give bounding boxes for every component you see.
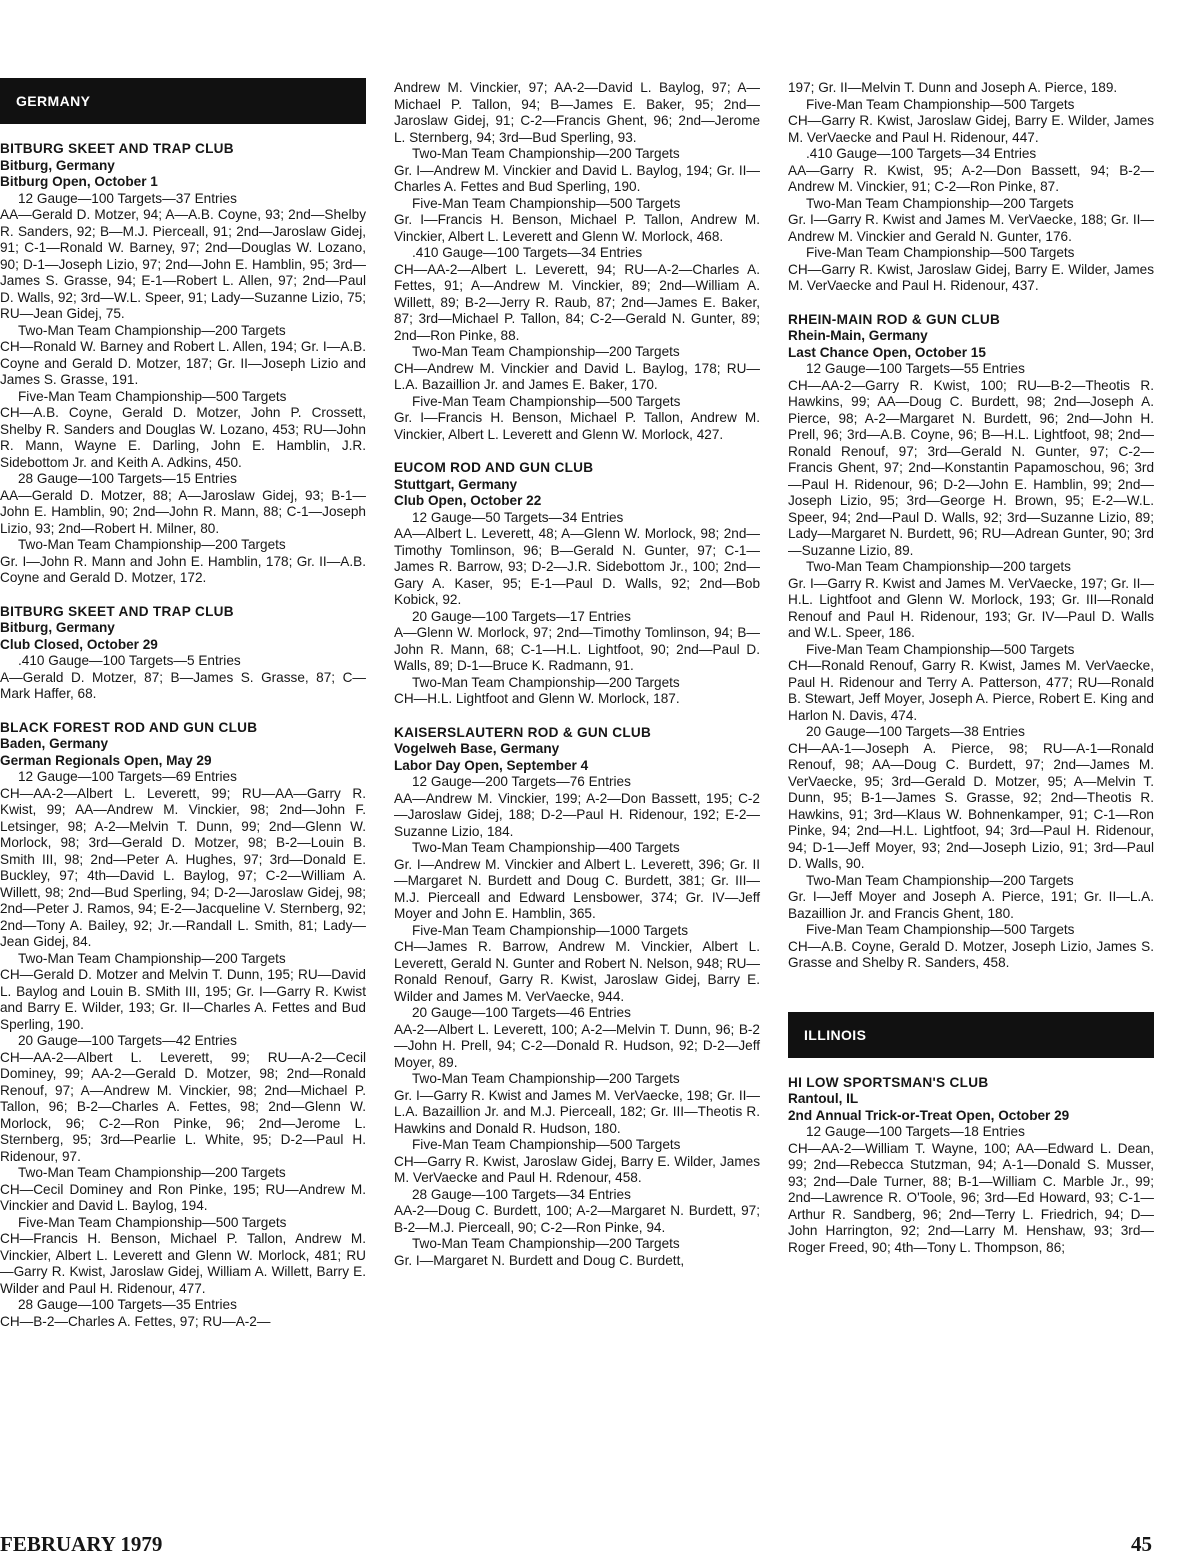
results-text: AA-2—Doug C. Burdett, 100; A-2—Margaret N. Burdett, 97; B-2—M.J. Pierceall, 90; C-2—Ron Pinke, 94. — [394, 1203, 760, 1235]
results-text: AA—Andrew M. Vinckier, 199; A-2—Don Bassett, 195; C-2—Jaroslaw Gidej, 188; D-2—Paul H. Ridenour, 192; E-2—Suzanne Lizio, 184. — [394, 790, 760, 839]
event-line: 28 Gauge—100 Targets—35 Entries — [18, 1297, 237, 1312]
event-line: Five-Man Team Championship—500 Targets — [806, 245, 1075, 260]
event-line: Two-Man Team Championship—200 Targets — [412, 146, 680, 161]
club-name: RHEIN-MAIN ROD & GUN CLUB — [788, 311, 1001, 327]
club-location: Rantoul, IL — [788, 1091, 859, 1106]
state-header: GERMANY — [0, 78, 366, 124]
spacer — [394, 443, 760, 460]
results-text: CH—James R. Barrow, Andrew M. Vinckier, Albert L. Leverett, Gerald N. Gunter and Robert N. Nelson, 948; RU—Ronald Renouf, Garry R. Kwist, Jaroslaw Gidej, Barry E. Wilder and James M. VerVaecke, 944. — [394, 939, 760, 1004]
results-text: AA-2—Albert L. Leverett, 100; A-2—Melvin T. Dunn, 96; B-2—John H. Prell, 94; C-2—Donald R. Hudson, 92; D-2—Jeff Moyer, 89. — [394, 1021, 760, 1070]
column-left — [0, 78, 366, 1330]
results-text: CH—B-2—Charles A. Fettes, 97; RU—A-2— — [0, 1313, 271, 1329]
results-text: CH—A.B. Coyne, Gerald D. Motzer, Joseph Lizio, James S. Grasse and Shelby R. Sanders, 458. — [788, 938, 1154, 970]
results-text: CH—Garry R. Kwist, Jaroslaw Gidej, Barry E. Wilder, James M. VerVaecke and Paul H. Ridenour, 437. — [788, 261, 1154, 293]
event-line: Two-Man Team Championship—200 targets — [806, 559, 1071, 574]
magazine-page — [0, 78, 1200, 1528]
club-location: Vogelweh Base, Germany — [394, 741, 560, 756]
event-line: Five-Man Team Championship—500 Targets — [18, 1214, 287, 1230]
results-text: Gr. I—Andrew M. Vinckier and Albert L. Leverett, 396; Gr. II—Margaret N. Burdett and Doug C. Burdett, 381; Gr. III—M.J. Pierceall and Edward Lensbower, 374; Gr. IV—Jeff Moyer and John E. Hamblin, 365. — [394, 856, 760, 921]
results-text: Andrew M. Vinckier, 97; AA-2—David L. Baylog, 97; A—Michael P. Tallon, 94; B—James E. Baker, 95; 2nd—Jaroslaw Gidej, 91; C-2—Francis Ghent, 96; 2nd—Jerome L. Sternberg, 94; 3rd—Bud Sperling, 93. — [394, 80, 760, 145]
club-name: BITBURG SKEET AND TRAP CLUB — [0, 603, 234, 619]
results-text: CH—AA-2—Albert L. Leverett, 99; RU—AA—Garry R. Kwist, 99; AA—Andrew M. Vinckier, 98; 2nd—John F. Letsinger, 98; A-2—Melvin T. Dunn, 99; 2nd—Glenn W. Morlock, 98; 3rd—Gerald D. Motzer, 98; B-2—Louin B. Smith III, 98; 2nd—Peter A. Hughes, 97; 3rd—Donald E. Buckley, 97; 4th—David L. Baylog, 97; C-2—William A. Willett, 98; 2nd—Bud Sperling, 94; D-2—Jaroslaw Gidej, 98; 2nd—Peter J. Ramos, 94; E-2—Jacqueline V. Sternberg, 92; 2nd—Tony A. Bailey, 92; Jr.—Randall L. Smith, 81; Lady—Jean Gidej, 84. — [0, 785, 366, 949]
spacer — [788, 1058, 1154, 1075]
club-name: BITBURG SKEET AND TRAP CLUB — [0, 141, 234, 156]
column-right — [788, 80, 1154, 1256]
results-text: Gr. I—John R. Mann and John E. Hamblin, 178; Gr. II—A.B. Coyne and Gerald D. Motzer, 172. — [0, 553, 366, 585]
event-line: Two-Man Team Championship—200 Targets — [806, 195, 1074, 211]
event-title: Labor Day Open, September 4 — [394, 757, 589, 773]
event-title: 2nd Annual Trick-or-Treat Open, October 29 — [788, 1107, 1070, 1123]
event-title: Club Closed, October 29 — [0, 636, 158, 652]
event-line: 20 Gauge—100 Targets—17 Entries — [412, 608, 631, 624]
event-line: .410 Gauge—100 Targets—34 Entries — [806, 146, 1037, 161]
event-line: Two-Man Team Championship—200 Targets — [412, 674, 680, 690]
results-text: CH—Francis H. Benson, Michael P. Tallon, Andrew M. Vinckier, Albert L. Leverett and Glenn W. Morlock, 481; RU—Garry R. Kwist, Jaroslaw Gidej, William A. Willett, Barry E. Wilder and Paul H. Ridenour, 477. — [0, 1231, 366, 1296]
issue-date: FEBRUARY 1979 — [0, 1532, 163, 1556]
event-line: .410 Gauge—100 Targets—5 Entries — [18, 653, 241, 668]
results-text: A—Glenn W. Morlock, 97; 2nd—Timothy Tomlinson, 94; B—John R. Mann, 68; C-1—H.L. Lightfoot, 90; 2nd—Paul D. Walls, 89; D-1—Bruce K. Radmann, 91. — [394, 625, 760, 673]
results-text: Gr. I—Margaret N. Burdett and Doug C. Burdett, — [394, 1252, 685, 1268]
results-text: AA—Gerald D. Motzer, 94; A—A.B. Coyne, 93; 2nd—Shelby R. Sanders, 92; B—M.J. Pierceall, 91; 2nd—Jaroslaw Gidej, 91; C-1—Ronald W. Barney, 97; 2nd—Douglas W. Lozano, 90; D-1—Joseph Lizio, 97; 2nd—John E. Hamblin, 95; 3rd—James S. Grasse, 94; E-1—Robert L. Allen, 97; 2nd—Paul D. Walls, 92; 3rd—W.L. Speer, 91; Lady—Suzanne Lizio, 75; RU—Jean Gidej, 75. — [0, 207, 366, 321]
results-text: 197; Gr. II—Melvin T. Dunn and Joseph A. Pierce, 189. — [788, 80, 1118, 95]
event-line: 12 Gauge—100 Targets—55 Entries — [806, 361, 1025, 376]
spacer — [788, 295, 1154, 312]
event-line: Five-Man Team Championship—500 Targets — [806, 96, 1075, 112]
results-text: CH—Ronald Renouf, Garry R. Kwist, James M. VerVaecke, Paul H. Ridenour and Terry A. Patterson, 477; RU—Ronald B. Stewart, Jeff Moyer, Joseph A. Pierce, Robert E. King and Harlon N. Davis, 474. — [788, 658, 1154, 723]
spacer — [0, 587, 366, 604]
spacer — [0, 703, 366, 720]
results-text: Gr. I—Garry R. Kwist and James M. VerVaecke, 188; Gr. II—Andrew M. Vinckier and Gerald N. Gunter, 176. — [788, 212, 1154, 244]
event-line: 12 Gauge—100 Targets—69 Entries — [18, 769, 237, 784]
club-name: EUCOM ROD AND GUN CLUB — [394, 460, 594, 475]
results-text: CH—Garry R. Kwist, Jaroslaw Gidej, Barry E. Wilder, James M. VerVaecke and Paul H. Rdenour, 458. — [394, 1153, 760, 1185]
event-line: 20 Gauge—100 Targets—38 Entries — [806, 724, 1025, 739]
club-name: KAISERSLAUTERN ROD & GUN CLUB — [394, 724, 652, 740]
event-title: German Regionals Open, May 29 — [0, 752, 212, 768]
club-location: Bitburg, Germany — [0, 620, 115, 635]
results-text: CH—Cecil Dominey and Ron Pinke, 195; RU—Andrew M. Vinckier and David L. Baylog, 194. — [0, 1181, 366, 1213]
event-line: Two-Man Team Championship—200 Targets — [18, 1165, 286, 1180]
results-text: CH—Garry R. Kwist, Jaroslaw Gidej, Barry E. Wilder, James M. VerVaecke and Paul H. Ridenour, 447. — [788, 113, 1154, 145]
results-text: Gr. I—Andrew M. Vinckier and David L. Baylog, 194; Gr. II—Charles A. Fettes and Bud Sperling, 190. — [394, 162, 760, 194]
event-line: Two-Man Team Championship—200 Targets — [18, 537, 286, 552]
results-text: AA—Albert L. Leverett, 48; A—Glenn W. Morlock, 98; 2nd—Timothy Tomlinson, 96; B—Gerald N. Gunter, 97; C-1—James R. Barrow, 93; D-2—J.R. Sidebottom Jr., 100; 2nd—Gary A. Kaser, 95; E-1—Paul D. Walls, 92; 2nd—Bob Kobick, 92. — [394, 526, 760, 607]
column-middle — [394, 80, 760, 1269]
event-line: Two-Man Team Championship—200 Targets — [412, 1071, 680, 1086]
event-title: Bitburg Open, October 1 — [0, 174, 158, 189]
event-line: Two-Man Team Championship—200 Targets — [18, 950, 286, 966]
results-text: Gr. I—Garry R. Kwist and James M. VerVaecke, 198; Gr. II—L.A. Bazaillion Jr. and M.J. Pierceall, 182; Gr. III—Theotis R. Hawkins and Donald R. Hudson, 180. — [394, 1087, 760, 1136]
event-line: 28 Gauge—100 Targets—34 Entries — [412, 1186, 631, 1202]
results-text: A—Gerald D. Motzer, 87; B—James S. Grasse, 87; C—Mark Haffer, 68. — [0, 669, 366, 701]
state-header: ILLINOIS — [788, 1012, 1154, 1058]
event-line: Five-Man Team Championship—500 Targets — [18, 388, 287, 404]
results-text: Gr. I—Francis H. Benson, Michael P. Tallon, Andrew M. Vinckier, Albert L. Leverett and Glenn W. Morlock, 427. — [394, 410, 760, 442]
spacer — [788, 992, 1154, 1012]
event-line: Two-Man Team Championship—200 Targets — [18, 322, 286, 338]
event-line: Five-Man Team Championship—500 Targets — [412, 1137, 681, 1152]
club-name: BLACK FOREST ROD AND GUN CLUB — [0, 719, 258, 735]
event-line: .410 Gauge—100 Targets—34 Entries — [412, 245, 643, 260]
event-line: Five-Man Team Championship—500 Targets — [806, 641, 1075, 657]
event-line: 12 Gauge—100 Targets—37 Entries — [18, 190, 237, 206]
spacer — [788, 972, 1154, 992]
results-text: CH—AA-1—Joseph A. Pierce, 98; RU—A-1—Ronald Renouf, 98; AA—Doug C. Burdett, 97; 2nd—James M. VerVaecke, 95; 3rd—Gerald D. Motzer, 95; A—Melvin T. Dunn, 95; B-1—James S. Grasse, 92; 2nd—Theotis R. Hawkins, 91; 3rd—Klaus W. Bohnenkamper, 91; C-1—Ron Pinke, 94; 2nd—H.L. Lightfoot, 94; 3rd—Paul H. Ridenour, 94; D-1—Jeff Moyer, 93; 2nd—Joseph Lizio, 91; 3rd—Paul D. Walls, 90. — [788, 740, 1154, 871]
event-line: Two-Man Team Championship—200 Targets — [412, 344, 680, 359]
page-number: 45 — [1131, 1532, 1152, 1556]
event-line: Five-Man Team Championship—500 Targets — [806, 922, 1075, 937]
results-text: CH—A.B. Coyne, Gerald D. Motzer, John P. Crossett, Shelby R. Sanders and Douglas W. Lozano, 453; RU—John R. Mann, Wayne E. Darling, John E. Hamblin, J.R. Sidebottom Jr. and Keith A. Adkins, 450. — [0, 405, 366, 470]
results-text: AA—Garry R. Kwist, 95; A-2—Don Bassett, 94; B-2—Andrew M. Vinckier, 91; C-2—Ron Pinke, 87. — [788, 162, 1154, 194]
event-line: Two-Man Team Championship—200 Targets — [806, 872, 1074, 888]
results-text: CH—AA-2—William T. Wayne, 100; AA—Edward L. Dean, 99; 2nd—Rebecca Stutzman, 94; A-1—Donald S. Musser, 93; 2nd—Dale Turner, 88; B-1—William C. Marble Jr., 99; 2nd—Lawrence R. O'Toole, 96; 3rd—Ed Howard, 93; C-1—Arthur R. Sandberg, 96; 2nd—Terry L. Friedrich, 94; D—John Harrington, 92; 2nd—Larry M. Henshaw, 93; 3rd—Roger Freed, 90; 4th—Tony L. Thompson, 86; — [788, 1140, 1154, 1255]
event-line: Two-Man Team Championship—400 Targets — [412, 840, 680, 855]
club-name: HI LOW SPORTSMAN'S CLUB — [788, 1074, 989, 1090]
event-line: Five-Man Team Championship—500 Targets — [412, 195, 681, 211]
event-line: 28 Gauge—100 Targets—15 Entries — [18, 471, 237, 486]
results-text: Gr. I—Francis H. Benson, Michael P. Tallon, Andrew M. Vinckier, Albert L. Leverett and Glenn W. Morlock, 468. — [394, 212, 760, 244]
results-text: Gr. I—Jeff Moyer and Joseph A. Pierce, 191; Gr. II—L.A. Bazaillion Jr. and Francis Ghent, 180. — [788, 889, 1154, 921]
event-line: 20 Gauge—100 Targets—42 Entries — [18, 1033, 237, 1048]
event-line: Five-Man Team Championship—1000 Targets — [412, 922, 689, 938]
event-line: 20 Gauge—100 Targets—46 Entries — [412, 1005, 631, 1020]
event-title: Club Open, October 22 — [394, 493, 542, 508]
results-text: AA—Gerald D. Motzer, 88; A—Jaroslaw Gidej, 93; B-1—John E. Hamblin, 90; 2nd—John R. Mann, 88; C-1—Joseph Lizio, 93; 2nd—Robert H. Milner, 80. — [0, 487, 366, 536]
club-location: Baden, Germany — [0, 736, 109, 751]
event-line: Two-Man Team Championship—200 Targets — [412, 1236, 680, 1251]
results-text: CH—Andrew M. Vinckier and David L. Baylog, 178; RU—L.A. Bazaillion Jr. and James E. Baker, 170. — [394, 360, 760, 392]
event-line: 12 Gauge—50 Targets—34 Entries — [412, 509, 624, 525]
spacer — [0, 124, 366, 141]
results-text: CH—AA-2—Albert L. Leverett, 99; RU—A-2—Cecil Dominey, 99; AA-2—Gerald D. Motzer, 98; 2nd—Ronald Renouf, 97; A—Andrew M. Vinckier, 98; 2nd—Michael P. Tallon, 96; B-2—Charles A. Fettes, 98; 2nd—Glenn W. Morlock, 96; C-2—Ron Pinke, 96; 2nd—Jerome L. Sternberg, 95; 3rd—Pearlie L. White, 95; D-2—Paul H. Ridenour, 97. — [0, 1049, 366, 1164]
event-line: 12 Gauge—100 Targets—18 Entries — [806, 1124, 1025, 1139]
event-line: Five-Man Team Championship—500 Targets — [412, 393, 681, 409]
results-text: Gr. I—Garry R. Kwist and James M. VerVaecke, 197; Gr. II—H.L. Lightfoot and Glenn W. Morlock, 193; Gr. III—Ronald Renouf and Paul H. Ridenour, 193; Gr. IV—Paul D. Walls and W.L. Speer, 186. — [788, 575, 1154, 640]
event-title: Last Chance Open, October 15 — [788, 344, 986, 360]
results-text: CH—Ronald W. Barney and Robert L. Allen, 194; Gr. I—A.B. Coyne and Gerald D. Motzer, 187; Gr. II—Joseph Lizio and James S. Grasse, 191. — [0, 339, 366, 387]
club-location: Bitburg, Germany — [0, 157, 115, 173]
results-text: CH—Gerald D. Motzer and Melvin T. Dunn, 195; RU—David L. Baylog and Louin B. SMith III, 195; Gr. I—Garry R. Kwist and Barry E. Wilder, 193; Gr. II—Charles A. Fettes and Bud Sperling, 190. — [0, 967, 366, 1032]
event-line: 12 Gauge—200 Targets—76 Entries — [412, 774, 631, 789]
club-location: Rhein-Main, Germany — [788, 328, 928, 343]
results-text: CH—H.L. Lightfoot and Glenn W. Morlock, 187. — [394, 691, 680, 706]
spacer — [394, 708, 760, 725]
club-location: Stuttgart, Germany — [394, 476, 518, 492]
results-text: CH—AA-2—Albert L. Leverett, 94; RU—A-2—Charles A. Fettes, 91; A—Andrew M. Vinckier, 89; 2nd—William A. Willett, 89; B-2—Jerry R. Raub, 87; 2nd—James E. Baker, 87; 3rd—Michael P. Tallon, 84; C-2—Gerald N. Gunter, 89; 2nd—Ron Pinke, 88. — [394, 261, 760, 343]
results-text: CH—AA-2—Garry R. Kwist, 100; RU—B-2—Theotis R. Hawkins, 99; AA—Doug C. Burdett, 98; 2nd—Joseph A. Pierce, 98; A-2—Margaret N. Burdett, 96; 2nd—John H. Prell, 96; 3rd—A.B. Coyne, 96; B—H.L. Lightfoot, 98; 2nd—Ronald Renouf, 97; 3rd—Gerald N. Gunter, 97; C-2—Francis Ghent, 97; 2nd—Konstantin Papamoschou, 96; 3rd—Paul H. Ridenour, 96; D-2—John E. Hamblin, 99; 2nd—Joseph Lizio, 95; 3rd—George H. Brown, 95; E-2—W.L. Speer, 94; 2nd—Paul D. Walls, 92; 3rd—Suzanne Lizio, 89; Lady—Margaret N. Burdett, 96; RU—Adrean Gunter, 90; 3rd—Suzanne Lizio, 89. — [788, 377, 1154, 558]
